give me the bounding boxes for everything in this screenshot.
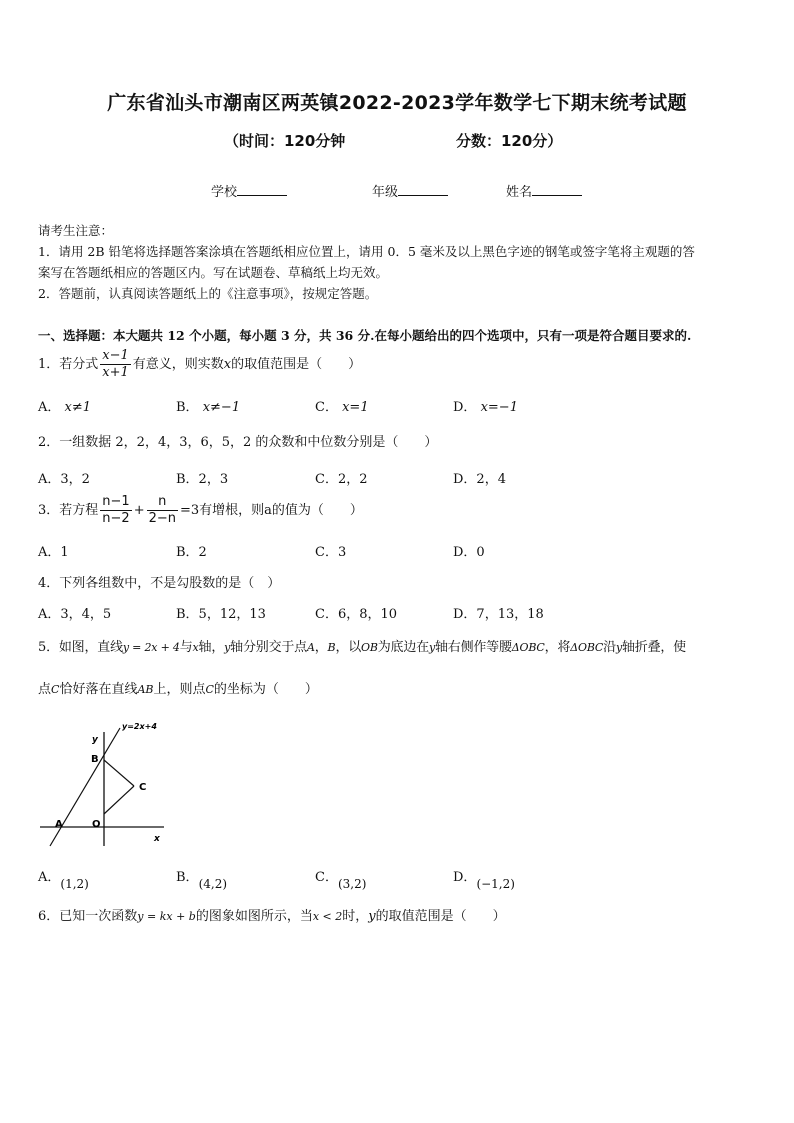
q5-figure [36, 718, 176, 848]
x-axis-label: x [154, 834, 160, 844]
q1-variable: x [223, 357, 232, 372]
q6-math-function: y = kx + b [137, 910, 196, 923]
y-axis-label: y [92, 735, 98, 745]
q6-math-condition: x < 2 [312, 910, 343, 923]
q3-prefix: 3．若方程 [38, 503, 99, 518]
q5-option-d[interactable] [453, 866, 515, 891]
q2-option-a[interactable]: A．3，2 [38, 472, 90, 487]
q5-text-10: 沿 [603, 640, 616, 655]
q3-plus: + [133, 503, 145, 518]
segment-co [104, 786, 134, 814]
q6-text-4: 的取值范围是（ ） [375, 909, 506, 924]
q2-option-b[interactable]: B．2，3 [176, 472, 229, 487]
q1-option-b-letter: B． [176, 400, 199, 415]
q2-option-c[interactable]: C．2，2 [315, 472, 368, 487]
q1-option-a-letter: A． [38, 400, 61, 415]
q1-middle: 有意义，则实数 [132, 357, 224, 372]
q5-option-b-letter: B． [176, 870, 199, 885]
point-a-label: A [55, 819, 63, 830]
q5-math-triangle: ΔOBC [511, 641, 545, 654]
q5-text-2: 与 [179, 640, 193, 655]
q1-numerator: x−1 [102, 348, 129, 363]
notes-heading: 请考生注意： [38, 223, 114, 238]
question-4: 4．下列各组数中，不是勾股数的是（ ） [38, 576, 281, 591]
q1-option-b-value: x≠−1 [202, 400, 241, 415]
question-5-line-2 [38, 678, 318, 697]
q1-option-c-value: x=1 [342, 400, 369, 415]
school-label: 学校 [211, 185, 238, 200]
q1-option-b[interactable] [176, 396, 240, 415]
q5-option-d-value: (−1,2) [476, 877, 515, 891]
q1-denominator: x+1 [102, 365, 129, 380]
q5-option-a-letter: A． [38, 870, 61, 885]
q3-equals: =3 [180, 503, 200, 518]
exam-title: 广东省汕头市潮南区两英镇2022-2023学年数学七下期末统考试题 [107, 92, 687, 114]
q2-option-d[interactable]: D．2，4 [453, 472, 506, 487]
q3-fraction-2 [147, 494, 178, 527]
question-5-line-1 [38, 636, 686, 655]
q1-option-a-value: x≠1 [64, 400, 92, 415]
line-equation-label: y=2x+4 [122, 722, 157, 731]
q5-text-5: ， [314, 640, 328, 655]
notes-line-1b: 案写在答题纸相应的答题区内。写在试题卷、草稿纸上均无效。 [38, 265, 389, 280]
question-2: 2．一组数据 2，2，4，3，6，5，2 的众数和中位数分别是（ ） [38, 435, 438, 450]
q1-option-d-letter: D． [453, 400, 477, 415]
q5-text-9: ，将 [544, 640, 571, 655]
q5-math-line: y = 2x + 4 [122, 641, 180, 654]
q5-option-a-value: (1,2) [60, 877, 89, 891]
q5-math-a: A [306, 641, 315, 654]
question-3 [38, 494, 363, 527]
notes-line-2: 2．答题前，认真阅读答题纸上的《注意事项》，按规定答题。 [38, 286, 378, 301]
q5-option-c-letter: C． [315, 870, 338, 885]
q1-option-c-letter: C． [315, 400, 338, 415]
q5-option-d-letter: D． [453, 870, 477, 885]
q3-option-c[interactable]: C．3 [315, 545, 347, 560]
q1-option-d-value: x=−1 [480, 400, 518, 415]
q3-f1-numerator: n−1 [102, 494, 130, 509]
q5-option-b[interactable] [176, 866, 228, 891]
q4-option-d[interactable]: D．7，13，18 [453, 607, 544, 622]
q3-option-b[interactable]: B．2 [176, 545, 207, 560]
exam-time: （时间：120分钟 [224, 132, 346, 150]
q1-option-d[interactable] [453, 396, 518, 415]
q5-option-a[interactable] [38, 866, 89, 891]
question-6 [38, 905, 506, 924]
q6-text-3: 时， [342, 909, 369, 924]
q3-suffix: 有增根，则a的值为（ ） [199, 503, 363, 518]
q3-f1-denominator: n−2 [102, 511, 130, 526]
q5-l2-text-1: 点 [38, 682, 52, 697]
name-label: 姓名 [506, 185, 533, 200]
q5-text-6: ，以 [335, 640, 362, 655]
q5-text-1: 5．如图，直线 [38, 640, 123, 655]
point-c-label: C [139, 782, 147, 793]
name-blank[interactable] [532, 183, 582, 196]
q5-text-11: 轴折叠，使 [621, 640, 686, 655]
q1-prefix: 1．若分式 [38, 357, 99, 372]
q5-l2-math-c2: C [205, 683, 214, 696]
q6-text-1: 6．已知一次函数 [38, 909, 138, 924]
q5-text-7: 为底边在 [377, 640, 429, 655]
q5-math-triangle-2: ΔOBC [570, 641, 604, 654]
segment-bc [104, 760, 134, 786]
q3-option-a[interactable]: A．1 [38, 545, 69, 560]
q5-l2-math-ab: AB [137, 683, 154, 696]
q4-option-a[interactable]: A．3，4，5 [38, 607, 112, 622]
q5-l2-text-2: 恰好落在直线 [59, 682, 138, 697]
q5-math-y2: y [428, 641, 435, 654]
point-b-label: B [91, 754, 99, 765]
exam-score: 分数：120分） [456, 132, 563, 150]
q5-l2-text-3: 上，则点 [153, 682, 206, 697]
notes-line-1: 1．请用 2B 铅笔将选择题答案涂填在答题纸相应位置上，请用 0．5 毫米及以上黑色字迹的钢笔或签字笔将主观题的答 [38, 244, 695, 259]
q3-f2-denominator: 2−n [148, 511, 176, 526]
q5-option-c[interactable] [315, 866, 367, 891]
q3-f2-numerator: n [147, 494, 178, 511]
school-blank[interactable] [237, 183, 287, 196]
section-heading: 一、选择题：本大题共 12 个小题，每小题 3 分，共 36 分.在每小题给出的四个选项中，只有一项是符合题目要求的. [38, 328, 692, 343]
grade-field [372, 181, 448, 200]
q6-text-2: 的图象如图所示，当 [195, 909, 313, 924]
q5-option-c-value: (3,2) [337, 877, 367, 891]
grade-blank[interactable] [398, 183, 448, 196]
q5-option-b-value: (4,2) [198, 877, 228, 891]
q5-l2-text-4: 的坐标为（ ） [213, 682, 318, 697]
q3-fraction-1 [100, 494, 131, 527]
q5-text-3: 轴， [198, 640, 225, 655]
q5-math-y3: y [615, 641, 622, 654]
q4-option-c[interactable]: C．6，8，10 [315, 607, 398, 622]
q1-option-a[interactable] [38, 396, 91, 415]
q1-fraction [100, 348, 131, 381]
q5-text-4: 轴分别交于点 [230, 640, 307, 655]
school-field [211, 181, 287, 200]
q5-l2-math-c: C [51, 683, 60, 696]
q1-option-c[interactable] [315, 396, 369, 415]
q3-option-d[interactable]: D．0 [453, 545, 485, 560]
grade-label: 年级 [372, 185, 399, 200]
q5-math-x: x [192, 641, 199, 654]
q5-text-8: 轴右侧作等腰 [434, 640, 512, 655]
q4-option-b[interactable]: B．5，12，13 [176, 607, 266, 622]
question-1 [38, 348, 361, 381]
q5-math-ob: OB [361, 641, 378, 654]
q5-math-y: y [224, 641, 231, 654]
q5-math-b: B [327, 641, 336, 654]
q6-math-y: y [368, 909, 376, 924]
q1-suffix: 的取值范围是（ ） [231, 357, 362, 372]
point-o-label: O [92, 819, 101, 830]
name-field [506, 181, 582, 200]
